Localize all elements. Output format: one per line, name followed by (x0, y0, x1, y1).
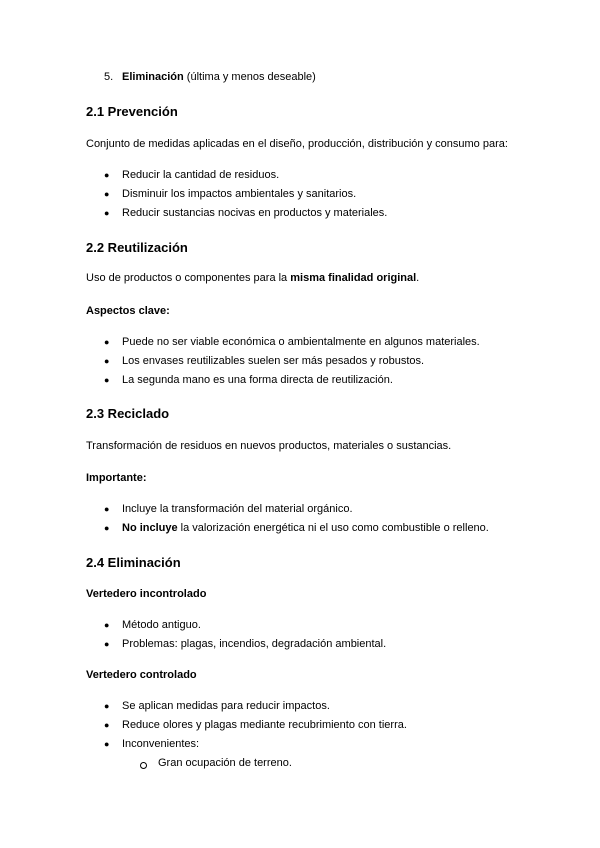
paragraph (86, 272, 419, 284)
list-item: Disminuir los impactos ambientales y sanitarios. (122, 188, 357, 200)
paragraph: Transformación de residuos en nuevos productos, materiales o sustancias. (86, 440, 452, 452)
bullet-icon: ● (104, 620, 110, 630)
list-item-bold: No incluye (122, 522, 178, 534)
paragraph-text: . (416, 272, 420, 284)
list-item-text: la valorización energética ni el uso como combustible o relleno. (177, 522, 489, 534)
bullet-icon: ● (104, 170, 110, 180)
bullet-icon: ● (104, 337, 110, 347)
subheading: Vertedero controlado (86, 669, 197, 681)
list-item-text: (última y menos deseable) (183, 71, 316, 83)
list-item: Reducir sustancias nocivas en productos y materiales. (122, 207, 388, 219)
hollow-bullet-icon (140, 762, 147, 769)
bullet-icon: ● (104, 523, 110, 533)
list-item (122, 522, 489, 534)
list-item: Método antiguo. (122, 619, 201, 631)
section-heading-reutilizacion: 2.2 Reutilización (86, 240, 188, 255)
bullet-icon: ● (104, 639, 110, 649)
bullet-icon: ● (104, 720, 110, 730)
nested-list-item: Gran ocupación de terreno. (158, 757, 292, 769)
bullet-icon: ● (104, 356, 110, 366)
section-heading-eliminacion: 2.4 Eliminación (86, 555, 181, 570)
bullet-icon: ● (104, 375, 110, 385)
list-item (122, 71, 316, 83)
section-heading-prevencion: 2.1 Prevención (86, 104, 178, 119)
list-item-bold: Eliminación (122, 71, 184, 83)
list-item: Incluye la transformación del material orgánico. (122, 503, 353, 515)
bullet-icon: ● (104, 739, 110, 749)
bullet-icon: ● (104, 189, 110, 199)
list-item: Puede no ser viable económica o ambientalmente en algunos materiales. (122, 336, 480, 348)
bullet-icon: ● (104, 701, 110, 711)
list-number: 5. (104, 71, 114, 83)
list-item: Los envases reutilizables suelen ser más pesados y robustos. (122, 355, 425, 367)
bullet-icon: ● (104, 208, 110, 218)
paragraph: Conjunto de medidas aplicadas en el diseño, producción, distribución y consumo para: (86, 138, 508, 150)
paragraph-text: Uso de productos o componentes para la (86, 272, 291, 284)
list-item: Problemas: plagas, incendios, degradación ambiental. (122, 638, 387, 650)
list-item: Reducir la cantidad de residuos. (122, 169, 280, 181)
list-item: Se aplican medidas para reducir impactos. (122, 700, 330, 712)
subheading: Vertedero incontrolado (86, 588, 207, 600)
list-item: Inconvenientes: (122, 738, 200, 750)
list-item: Reduce olores y plagas mediante recubrimiento con tierra. (122, 719, 407, 731)
bullet-icon: ● (104, 504, 110, 514)
section-heading-reciclado: 2.3 Reciclado (86, 406, 170, 421)
subheading: Aspectos clave: (86, 305, 170, 317)
subheading: Importante: (86, 472, 147, 484)
paragraph-bold: misma finalidad original (290, 272, 417, 284)
list-item: La segunda mano es una forma directa de reutilización. (122, 374, 393, 386)
